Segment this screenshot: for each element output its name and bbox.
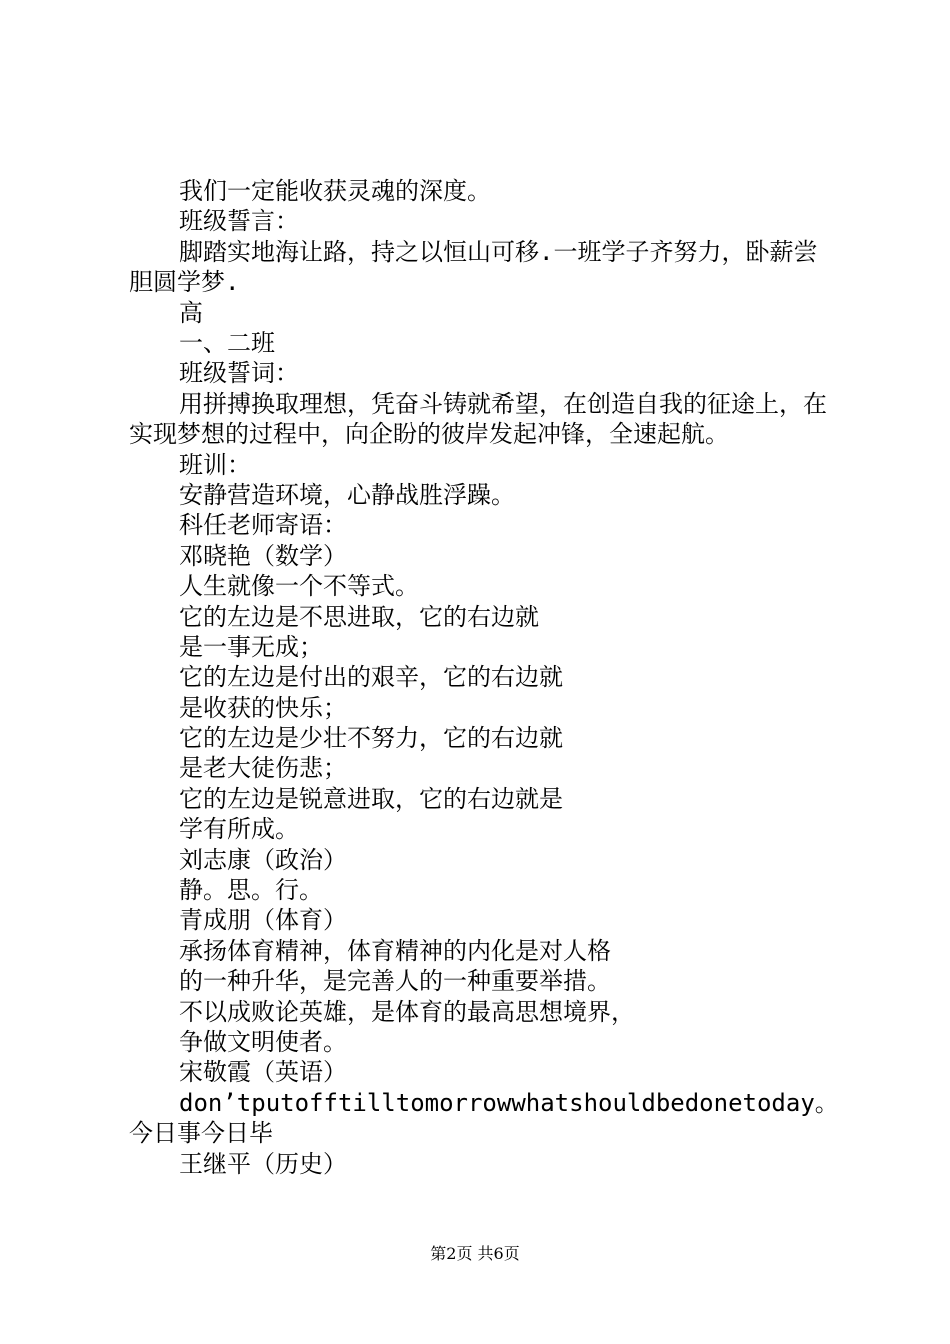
text-line: 它的左边是少壮不努力，它的右边就 bbox=[179, 724, 563, 753]
text-line: 人生就像一个不等式。 bbox=[179, 572, 419, 601]
text-line: 科任老师寄语： bbox=[179, 511, 347, 540]
text-line: 它的左边是不思进取，它的右边就 bbox=[179, 602, 539, 631]
text-line: 争做文明使者。 bbox=[179, 1028, 347, 1056]
text-line: 学有所成。 bbox=[179, 815, 299, 844]
text-line: 它的左边是付出的艰辛，它的右边就 bbox=[179, 663, 563, 692]
text-line: 安静营造环境，心静战胜浮躁。 bbox=[179, 480, 515, 509]
text-paragraph: 脚踏实地海让路，持之以恒山可移.一班学子齐努力，卧薪尝胆圆学梦. bbox=[129, 237, 818, 297]
text-paragraph: don’tputofftilltomorrowwhatshouldbedonetoday。今日事今日毕 bbox=[129, 1088, 839, 1148]
text-line: 承扬体育精神，体育精神的内化是对人格 bbox=[179, 936, 611, 965]
text-line: 不以成败论英雄，是体育的最高思想境界， bbox=[179, 997, 635, 1026]
teacher-name: 刘志康（政治） bbox=[179, 845, 347, 874]
text-line: 班级誓言： bbox=[179, 207, 299, 236]
teacher-name: 宋敬霞（英语） bbox=[179, 1058, 347, 1087]
text-line: 它的左边是锐意进取，它的右边就是 bbox=[179, 784, 563, 813]
text-line: 班训： bbox=[179, 450, 251, 479]
document-body bbox=[129, 176, 839, 1179]
text-line: 的一种升华，是完善人的一种重要举措。 bbox=[179, 967, 611, 996]
page-number-footer: 第2页 共6页 bbox=[430, 1244, 520, 1263]
text-line: 我们一定能收获灵魂的深度。 bbox=[179, 177, 491, 205]
text-line: 是一事无成； bbox=[179, 632, 323, 661]
text-line: 高 bbox=[179, 298, 203, 327]
teacher-name: 青成朋（体育） bbox=[179, 906, 347, 935]
text-line: 一、二班 bbox=[179, 328, 275, 357]
text-line: 班级誓词： bbox=[179, 359, 299, 388]
teacher-name: 邓晓艳（数学） bbox=[179, 541, 347, 570]
teacher-name: 王继平（历史） bbox=[179, 1149, 347, 1178]
text-line: 静。思。行。 bbox=[179, 876, 323, 905]
text-paragraph: 用拼搏换取理想，凭奋斗铸就希望，在创造自我的征途上，在实现梦想的过程中，向企盼的彼岸发起冲锋，全速起航。 bbox=[129, 389, 827, 449]
text-line: 是收获的快乐； bbox=[179, 693, 347, 722]
text-line: 是老大徒伤悲； bbox=[179, 754, 347, 783]
